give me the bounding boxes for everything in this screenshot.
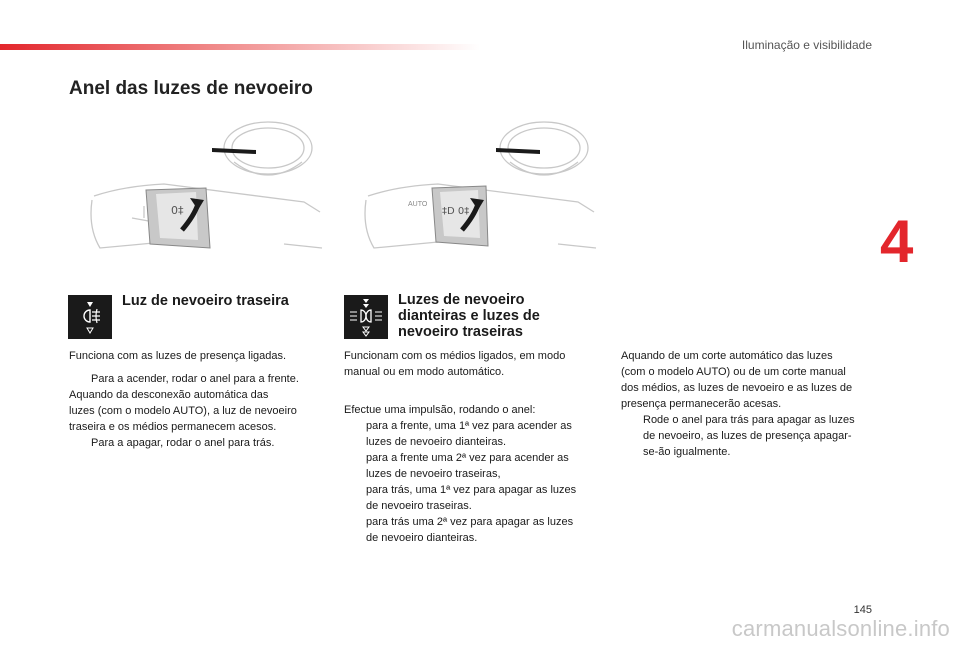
page-title: Anel das luzes de nevoeiro xyxy=(69,78,313,99)
list-item: para trás uma 2ª vez para apagar as luzes de nevoeiro dianteiras. xyxy=(366,516,574,544)
rear-fog-intro: Funciona com as luzes de presença ligadas. xyxy=(69,350,287,362)
rear-fog-text: Funciona com as luzes de presença ligadas. Para a acender, rodar o anel para a frente. Aquando da desconexão automática das luzes (com o modelo AUTO), a luz de nevoeiro traseira e os médios permanecem acesos. Para a apagar, rodar o anel para trás. xyxy=(69,348,329,451)
rear-fog-switch-illustration xyxy=(84,118,324,258)
page-number: 145 xyxy=(853,604,872,616)
front-rear-fog-switch-illustration xyxy=(358,118,598,258)
header-accent-bar xyxy=(0,44,480,50)
front-rear-fog-text: Funcionam com os médios ligados, em modo manual ou em modo automático. Efectue uma impulsão, rodando o anel: para a frente, uma 1ª vez para acender as luzes de nevoeiro dianteiras. para a frente uma 2ª vez para acender as luzes de nevoeiro traseiras, para trás, uma 1ª vez para apagar as luzes de nevoeiro traseiras. para trás uma 2ª vez para apagar as luzes de nevoeiro dianteiras. xyxy=(344,348,604,546)
front-rear-fog-icon xyxy=(344,295,388,339)
instruction: Efectue uma impulsão, rodando o anel: xyxy=(344,404,536,416)
rear-fog-heading: Luz de nevoeiro traseira xyxy=(122,293,289,309)
rear-fog-bullet-on: Para a acender, rodar o anel para a frente. xyxy=(91,373,299,385)
auto-label: AUTO xyxy=(408,201,428,208)
chapter-number: 4 xyxy=(880,208,914,275)
list-item: para a frente uma 2ª vez para acender as luzes de nevoeiro traseiras, xyxy=(366,452,569,480)
watermark: carmanualsonline.info xyxy=(731,616,950,641)
section-header: Iluminação e visibilidade xyxy=(741,38,872,52)
list-item: Rode o anel para trás para apagar as luzes de nevoeiro, as luzes de presença apagar- se-ão igualmente. xyxy=(643,414,855,458)
list-item: para trás, uma 1ª vez para apagar as luzes de nevoeiro traseiras. xyxy=(366,484,577,512)
front-rear-fog-heading: Luzes de nevoeiro dianteiras e luzes de nevoeiro traseiras xyxy=(398,292,540,340)
auto-cutoff-text: Aquando de um corte automático das luzes (com o modelo AUTO) ou de um corte manual dos médios, as luzes de nevoeiro e as luzes de presença permanecerão acesas. Rode o anel para trás para apagar as luzes de nevoeiro, as luzes de presença apagar- se-ão igualmente. xyxy=(621,348,881,460)
rear-fog-bullet-off: Para a apagar, rodar o anel para trás. xyxy=(91,437,275,449)
rear-fog-icon xyxy=(68,295,112,339)
svg-text:‡D 0‡: ‡D 0‡ xyxy=(442,206,470,217)
list-item: para a frente, uma 1ª vez para acender as luzes de nevoeiro dianteiras. xyxy=(366,420,572,448)
svg-text:0‡: 0‡ xyxy=(171,204,184,217)
